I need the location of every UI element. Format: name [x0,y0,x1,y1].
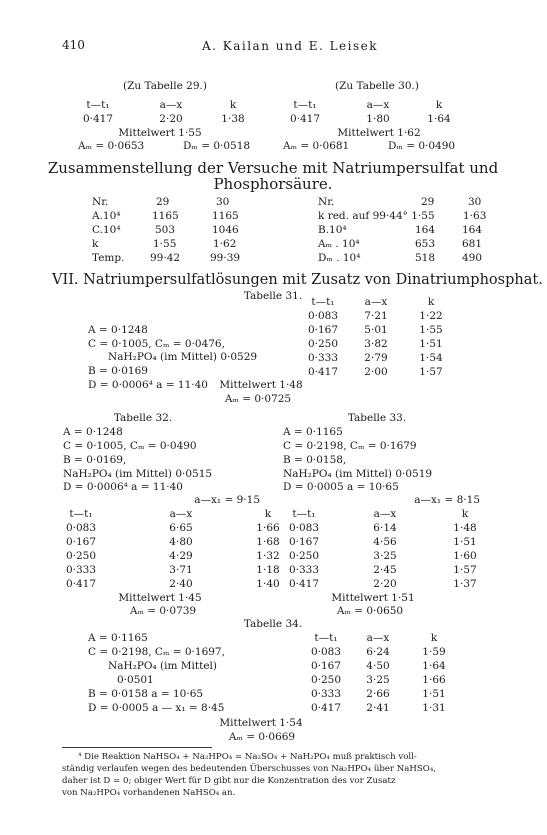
table-cell: 5·01 [364,324,388,336]
table-cell: 0·167 [288,536,320,548]
table-cell: 1·40 [256,578,280,590]
param-line: NaH₂PO₄ (im Mittel) 0·0529 [108,351,258,363]
table-cell: 1·64 [427,113,451,125]
param-line: B = 0·0169 [88,365,148,377]
table-cell: 681 [462,238,483,250]
row-label: Nr. [92,196,109,208]
table-cell: 1·80 [366,113,390,125]
table-cell: 1·51 [419,338,443,350]
am-value: Aₘ = 0·0653 [78,140,145,152]
table-cell: 1·59 [422,646,446,658]
table-cell: 0·083 [65,522,97,534]
table-cell: 2·20 [373,578,397,590]
table-cell: 1·48 [453,522,477,534]
table-cell: 164 [462,224,483,236]
am-value: Aₘ = 0·0669 [228,731,296,743]
param-line: NaH₂PO₄ (im Mittel) [108,660,217,672]
table-cell: 3·25 [373,550,397,562]
table-cell: 30 [216,196,230,208]
table-cell: 0·083 [307,310,339,322]
row-label: k [92,238,99,250]
footnote-rule [62,747,212,748]
param-line: A = 0·1165 [88,632,148,644]
table-cell: 1·22 [419,310,443,322]
table-29-caption: (Zu Tabelle 29.) [123,80,207,92]
col-header-a-x: a—x [373,508,397,520]
col-header-a-x: a—x [159,99,183,111]
col-header-k: k [264,508,272,520]
table-cell: 29 [421,196,435,208]
col-header-k: k [427,296,435,308]
table-cell: 0·250 [307,338,339,350]
param-line: A = 0·1248 [63,426,123,438]
table-cell: 0·417 [288,578,320,590]
table-cell: 1·68 [256,536,280,548]
param-line: A = 0·1248 [88,324,148,336]
table-cell: 2·41 [366,702,390,714]
col-header-a-x: a—x [364,296,388,308]
table-cell: 490 [462,252,483,264]
table-cell: 1165 [212,210,239,222]
param-line: B = 0·0169, [63,454,127,466]
param-line: NaH₂PO₄ (im Mittel) 0·0519 [283,468,433,480]
param-line: D = 0·0006⁴ a = 11·40 [88,379,208,391]
param-line: NaH₂PO₄ (im Mittel) 0·0515 [63,468,213,480]
param-line: a—x₁ = 8·15 [414,494,480,506]
table-cell: 4·29 [169,550,193,562]
am-value: Aₘ = 0·0681 [283,140,350,152]
table-cell: 1·55 [153,238,177,250]
col-header-t: t—t₁ [86,99,110,111]
table-cell: 0·083 [288,522,320,534]
table-cell: 0·333 [310,688,342,700]
row-label: k red. auf 99·44° 1·55 [318,210,435,222]
table-cell: 1·31 [422,702,446,714]
table-cell: 0·167 [307,324,339,336]
mittelwert: Mittelwert 1·62 [337,127,421,139]
col-header-k: k [430,632,438,644]
table-cell: 1·32 [256,550,280,562]
table-34-caption: Tabelle 34. [243,618,303,630]
table-cell: 6·14 [373,522,397,534]
table-cell: 3·82 [364,338,388,350]
am-value: Aₘ = 0·0739 [129,605,197,617]
param-line: a—x₁ = 9·15 [194,494,260,506]
footnote-line: ⁴ Die Reaktion NaHSO₄ + Na₂HPO₄ = Na₂SO₄ + NaH₂PO₄ muß praktisch voll- [78,752,417,762]
table-cell: 518 [415,252,436,264]
col-header-a-x: a—x [366,632,390,644]
table-cell: 6·65 [169,522,193,534]
table-cell: 0·250 [65,550,97,562]
row-label: C.10⁴ [92,224,121,236]
table-cell: 1·66 [256,522,280,534]
table-cell: 1·57 [453,564,477,576]
table-33-caption: Tabelle 33. [347,412,407,424]
col-header-t: t—t₁ [293,99,317,111]
table-cell: 99·39 [210,252,241,264]
table-cell: 1·60 [453,550,477,562]
table-cell: 2·79 [364,352,388,364]
row-label: Temp. [92,252,125,264]
table-cell: 1·38 [221,113,245,125]
table-cell: 1165 [152,210,179,222]
table-cell: 0·333 [65,564,97,576]
table-cell: 7·21 [364,310,388,322]
mittelwert: Mittelwert 1·54 [219,717,303,729]
col-header-k: k [461,508,469,520]
table-cell: 1046 [212,224,239,236]
param-line: D = 0·0005 a — x₁ = 8·45 [88,702,225,714]
table-cell: 1·64 [422,660,446,672]
mittelwert: Mittelwert 1·45 [118,592,202,604]
table-cell: 1·51 [422,688,446,700]
table-cell: 0·417 [310,702,342,714]
table-31-caption: Tabelle 31. [243,290,303,302]
table-cell: 2·00 [364,366,388,378]
mittelwert: Mittelwert 1·51 [331,592,415,604]
param-line: D = 0·0005 a = 10·65 [283,481,399,493]
row-label: Aₘ . 10⁴ [318,238,360,250]
table-cell: 2·20 [159,113,183,125]
footnote-line: daher ist D = 0; obiger Wert für D gibt nur die Konzentration des vor Zusatz [62,776,396,786]
row-label: A.10⁴ [92,210,121,222]
col-header-k: k [435,99,443,111]
section-vii-heading: VII. Natriumpersulfatlösungen mit Zusatz von Dinatriumphosphat. [52,272,543,288]
table-cell: 0·083 [310,646,342,658]
table-cell: 29 [156,196,170,208]
table-cell: 99·42 [150,252,181,264]
table-cell: 1·18 [256,564,280,576]
table-cell: 2·66 [366,688,390,700]
param-line: C = 0·2198, Cₘ = 0·1679 [283,440,417,452]
param-line: C = 0·2198, Cₘ = 0·1697, [88,646,225,658]
param-line: C = 0·1005, Cₘ = 0·0476, [88,338,225,350]
param-line: A = 0·1165 [283,426,343,438]
table-cell: 0·250 [288,550,320,562]
table-cell: 1·62 [213,238,237,250]
row-label: B.10⁴ [318,224,347,236]
section-heading: Zusammenstellung der Versuche mit Natriumpersulfat und [47,159,499,177]
param-line: C = 0·1005, Cₘ = 0·0490 [63,440,197,452]
row-label: Dₘ . 10⁴ [318,252,361,264]
param-line: B = 0·0158, [283,454,347,466]
footnote-line: von Na₂HPO₄ vorhandenen NaHSO₄ an. [62,788,236,798]
col-header-t: t—t₁ [69,508,93,520]
param-line: 0·0501 [117,674,154,686]
col-header-a-x: a—x [366,99,390,111]
table-cell: 4·80 [169,536,193,548]
table-cell: 0·417 [307,366,339,378]
table-cell: 0·417 [289,113,321,125]
mittelwert: Mittelwert 1·48 [219,379,303,391]
table-cell: 1·57 [419,366,443,378]
am-value: Aₘ = 0·0725 [224,393,292,405]
table-cell: 4·50 [366,660,390,672]
col-header-a-x: a—x [169,508,193,520]
table-cell: 0·417 [82,113,114,125]
table-cell: 1·63 [463,210,487,222]
table-cell: 0·333 [307,352,339,364]
table-cell: 0·333 [288,564,320,576]
table-cell: 2·45 [373,564,397,576]
table-cell: 164 [415,224,436,236]
dm-value: Dₘ = 0·0518 [183,140,251,152]
table-cell: 1·54 [419,352,443,364]
footnote-line: ständig verlaufen wegen des bedeutenden Überschusses von Na₂HPO₄ über NaHSO₄, [62,764,437,774]
table-32-caption: Tabelle 32. [113,412,173,424]
col-header-k: k [229,99,237,111]
table-cell: 1·37 [453,578,477,590]
table-cell: 4·56 [373,536,397,548]
table-cell: 0·167 [65,536,97,548]
col-header-t: t—t₁ [292,508,316,520]
col-header-t: t—t₁ [314,632,338,644]
table-cell: 6·24 [366,646,390,658]
table-cell: 503 [155,224,176,236]
table-cell: 2·40 [169,578,193,590]
table-cell: 3·71 [169,564,193,576]
dm-value: Dₘ = 0·0490 [388,140,456,152]
table-cell: 30 [468,196,482,208]
param-line: B = 0·0158 a = 10·65 [88,688,204,700]
table-cell: 1·55 [419,324,443,336]
section-heading-cont: Phosphorsäure. [213,175,333,193]
table-cell: 1·66 [422,674,446,686]
param-line: D = 0·0006⁴ a = 11·40 [63,481,183,493]
page-number: 410 [62,38,85,52]
table-cell: 0·167 [310,660,342,672]
row-label: Nr. [318,196,335,208]
table-cell: 0·250 [310,674,342,686]
table-cell: 3·25 [366,674,390,686]
am-value: Aₘ = 0·0650 [336,605,404,617]
table-30-caption: (Zu Tabelle 30.) [335,80,419,92]
mittelwert: Mittelwert 1·55 [118,127,202,139]
table-cell: 1·51 [453,536,477,548]
table-cell: 653 [415,238,436,250]
running-title: A. Kailan und E. Leisek [201,39,379,53]
col-header-t: t—t₁ [311,296,335,308]
table-cell: 0·417 [65,578,97,590]
